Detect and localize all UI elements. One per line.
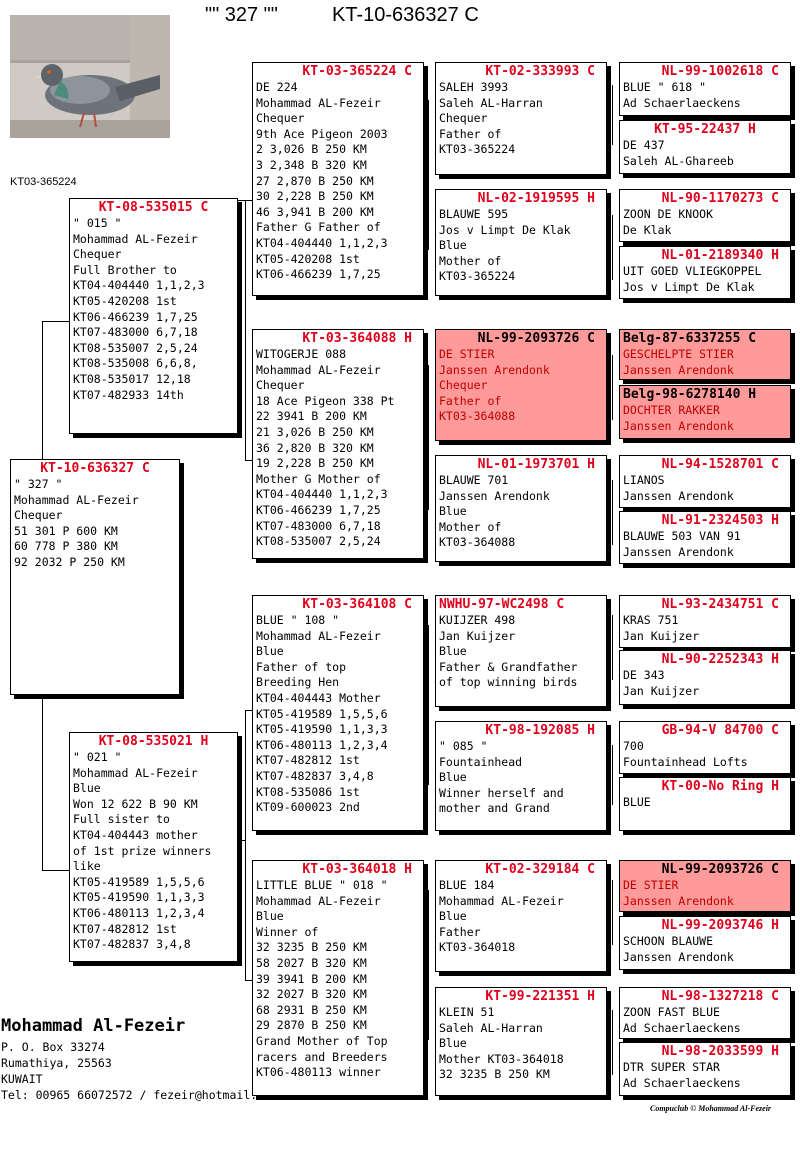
info-line: KT03-365224	[439, 269, 516, 284]
info-line: Chequer	[73, 247, 122, 262]
info-line: BLUE " 618 "	[623, 80, 707, 94]
info-line: 92 2032 P 250 KM	[14, 554, 125, 569]
info-line: Chequer	[256, 111, 305, 126]
ring-number: KT-02-333993 C	[485, 64, 595, 79]
ring-number: NL-98-1327218 C	[661, 989, 779, 1004]
ring-number: Belg-87-6337255 C	[623, 331, 757, 346]
pigeon-ring-title: KT-10-636327 C	[332, 4, 479, 26]
owner-address-line: P. O. Box 33274	[1, 1040, 105, 1054]
info-line: Fountainhead Lofts	[623, 754, 748, 769]
info-line: 19 2,228 B 250 KM	[256, 456, 374, 471]
info-line: Full Brother to	[73, 262, 177, 277]
connector-g34	[612, 215, 613, 280]
info-line: Blue	[439, 1036, 467, 1051]
info-line: Janssen Arendonk	[439, 362, 550, 377]
pedigree-box-sire-sire	[252, 62, 424, 296]
info-line: DE 224	[256, 80, 298, 94]
info-line: KT07-482812 1st	[73, 921, 177, 936]
info-line: DE STIER	[439, 347, 495, 361]
info-line: BLUE " 108 "	[256, 613, 340, 627]
ring-number: NL-98-2033599 H	[661, 1044, 779, 1059]
pedigree-box-g5-5	[619, 329, 791, 380]
ring-number: KT-03-364018 H	[302, 862, 412, 877]
info-line: " 015 "	[73, 216, 122, 230]
info-line: Father G Father of	[256, 220, 381, 235]
info-line: Blue	[256, 644, 284, 659]
pigeon-name-title: "" 327 ""	[205, 4, 278, 26]
info-line: Blue	[439, 770, 467, 785]
info-line: 27 2,870 B 250 KM	[256, 173, 374, 188]
info-line: " 085 "	[439, 739, 488, 753]
info-line: Winner of	[256, 924, 319, 939]
info-line: KT03-364088	[439, 535, 516, 550]
ring-number: KT-03-365224 C	[302, 64, 412, 79]
footer-credit: Compuclub © Mohammad Al-Fezeir	[650, 1104, 772, 1113]
info-line: Janssen Arendonk	[623, 949, 734, 964]
info-line: 60 778 P 380 KM	[14, 539, 118, 554]
ring-number: KT-08-535015 C	[98, 200, 209, 215]
info-line: Full sister to	[73, 812, 170, 827]
info-line: DE 343	[623, 668, 665, 682]
info-line: KT07-482837 3,4,8	[73, 937, 191, 952]
ring-number: Belg-98-6278140 H	[623, 387, 757, 402]
pedigree-box-ssd	[435, 189, 607, 296]
info-line: Mother KT03-364018	[439, 1051, 564, 1066]
photo-caption: KT03-365224	[10, 176, 77, 188]
info-line: KT04-404440 1,1,2,3	[73, 278, 205, 293]
info-line: KT03-364018	[439, 940, 516, 955]
info-line: Saleh AL-Ghareeb	[623, 153, 734, 168]
info-line: KT07-483000 6,7,18	[256, 518, 381, 533]
info-line: DTR SUPER STAR	[623, 1060, 720, 1074]
info-line: KT06-466239 1,7,25	[256, 502, 381, 517]
info-line: Breeding Hen	[256, 675, 340, 690]
info-line: KT05-420208 1st	[256, 251, 360, 266]
info-line: DOCHTER RAKKER	[623, 403, 720, 417]
info-line: 32 3235 B 250 KM	[256, 940, 367, 955]
info-line: KT07-482812 1st	[256, 753, 360, 768]
info-line: Father	[439, 924, 481, 939]
info-line: De Klak	[623, 222, 672, 237]
pedigree-box-dam-dam	[252, 860, 424, 1096]
connector-dam-mid	[238, 840, 245, 841]
connector-g910	[612, 615, 613, 680]
info-line: KT08-535017 12,18	[73, 371, 191, 386]
info-line: Saleh AL-Harran	[439, 95, 543, 110]
info-line: Mohammad AL-Fezeir	[256, 628, 381, 643]
info-line: Janssen Arendonk	[623, 488, 734, 503]
info-line: Winner herself and	[439, 785, 564, 800]
info-line: Mohammad AL-Fezeir	[73, 765, 198, 780]
owner-country: KUWAIT	[1, 1072, 43, 1086]
pedigree-box-sire	[69, 198, 238, 434]
info-line: Fountainhead	[439, 754, 523, 769]
info-line: Ad Schaerlaeckens	[623, 1075, 741, 1090]
info-line: Mohammad AL-Fezeir	[73, 231, 198, 246]
ring-number: KT-98-192085 H	[485, 723, 595, 738]
ring-number: NL-90-1170273 C	[661, 191, 779, 206]
info-line: mother and Grand	[439, 801, 550, 816]
pedigree-box-dsd	[435, 721, 607, 831]
info-line: Jan Kuijzer	[439, 628, 516, 643]
info-line: Father of	[439, 393, 502, 408]
ring-number: NL-02-1919595 H	[477, 191, 595, 206]
pedigree-box-sds	[435, 329, 607, 441]
pedigree-box-g5-1	[619, 62, 791, 116]
pedigree-box-g5-13	[619, 860, 791, 912]
ring-number: NL-91-2324503 H	[661, 513, 779, 528]
info-line: 21 3,026 B 250 KM	[256, 424, 374, 439]
info-line: Mother G Mother of	[256, 471, 381, 486]
ring-number: GB-94-V 84700 C	[661, 723, 779, 738]
ring-number: KT-03-364108 C	[302, 597, 412, 612]
pedigree-box-dam-sire	[252, 595, 424, 831]
owner-name: Mohammad Al-Fezeir	[1, 1016, 186, 1036]
info-line: 18 Ace Pigeon 338 Pt	[256, 393, 395, 408]
info-line: GESCHELPTE STIER	[623, 347, 734, 361]
info-line: SALEH 3993	[439, 80, 509, 94]
info-line: 58 2027 B 320 KM	[256, 955, 367, 970]
info-line: Blue	[439, 504, 467, 519]
info-line: Chequer	[439, 111, 488, 126]
ring-number: NL-99-2093726 C	[477, 331, 595, 346]
info-line: 700	[623, 739, 644, 753]
owner-address-line: Rumathiya, 25563	[1, 1056, 112, 1070]
connector-sire-bottom	[245, 460, 252, 461]
info-line: 51 301 P 600 KM	[14, 523, 118, 538]
info-line: KT08-535086 1st	[256, 784, 360, 799]
info-line: UIT GOED VLIEGKOPPEL	[623, 264, 762, 278]
info-line: Mother of	[439, 519, 502, 534]
info-line: KT06-466239 1,7,25	[256, 267, 381, 282]
info-line: KT08-535008 6,6,8,	[73, 356, 198, 371]
info-line: Janssen Arendonk	[623, 362, 734, 377]
info-line: Jos v Limpt De Klak	[439, 222, 571, 237]
info-line: KT08-535007 2,5,24	[256, 534, 381, 549]
pedigree-box-dss	[435, 595, 607, 707]
connector-g12	[612, 85, 613, 145]
info-line: KT07-482933 14th	[73, 387, 184, 402]
info-line: 32 3235 B 250 KM	[439, 1067, 550, 1082]
info-line: KT05-419590 1,1,3,3	[73, 890, 205, 905]
info-line: Mohammad AL-Fezeir	[14, 492, 139, 507]
pedigree-box-g5-11	[619, 721, 791, 774]
info-line: Blue	[439, 909, 467, 924]
info-line: BLAUWE 701	[439, 473, 509, 487]
pedigree-box-g5-15	[619, 987, 791, 1039]
ring-number: KT-00-No Ring H	[661, 779, 779, 794]
connector-dd	[428, 890, 429, 1040]
info-line: KT04-404440 1,1,2,3	[256, 487, 388, 502]
pigeon-photo	[10, 15, 170, 138]
info-line: Mohammad AL-Fezeir	[256, 362, 381, 377]
connector-g56	[612, 355, 613, 420]
connector-g1112	[612, 745, 613, 805]
info-line: KT04-404440 1,1,2,3	[256, 235, 388, 250]
info-line: 46 3,941 B 200 KM	[256, 204, 374, 219]
info-line: 36 2,820 B 320 KM	[256, 440, 374, 455]
pedigree-box-g5-14	[619, 916, 791, 970]
info-line: KT05-420208 1st	[73, 293, 177, 308]
info-line: 30 2,228 B 250 KM	[256, 189, 374, 204]
info-line: LIANOS	[623, 473, 665, 487]
info-line: DE STIER	[623, 878, 679, 892]
pedigree-box-sdd	[435, 455, 607, 562]
ring-number: NL-99-2093726 C	[661, 862, 779, 877]
info-line: DE 437	[623, 138, 665, 152]
info-line: Jos v Limpt De Klak	[623, 279, 755, 294]
info-line: KT03-365224	[439, 142, 516, 157]
info-line: KT05-419590 1,1,3,3	[256, 722, 388, 737]
pedigree-box-dam	[69, 732, 238, 962]
info-line: KT06-480113 1,2,3,4	[73, 905, 205, 920]
connector-sire-top	[238, 200, 252, 201]
connector-g78	[612, 480, 613, 545]
connector-subject-dam	[42, 695, 43, 870]
connector-g1314	[612, 880, 613, 945]
pedigree-box-g5-4	[619, 246, 791, 299]
info-line: of 1st prize winners	[73, 843, 212, 858]
info-line: Jan Kuijzer	[623, 683, 700, 698]
info-line: KT05-419589 1,5,5,6	[256, 706, 388, 721]
info-line: Janssen Arendonk	[623, 418, 734, 433]
info-line: Ad Schaerlaeckens	[623, 95, 741, 110]
ring-number: KT-08-535021 H	[98, 734, 209, 749]
info-line: Father of top	[256, 659, 347, 674]
info-line: Janssen Arendonk	[623, 893, 734, 908]
info-line: of top winning birds	[439, 675, 578, 690]
ring-number: NL-93-2434751 C	[661, 597, 779, 612]
info-line: Jan Kuijzer	[623, 628, 700, 643]
info-line: Janssen Arendonk	[623, 544, 734, 559]
info-line: KT06-480113 winner	[256, 1065, 381, 1080]
info-line: KT06-466239 1,7,25	[73, 309, 198, 324]
info-line: Mother of	[439, 253, 502, 268]
info-line: 32 2027 B 320 KM	[256, 987, 367, 1002]
info-line: Chequer	[439, 378, 488, 393]
ring-number: NL-90-2252343 H	[661, 652, 779, 667]
info-line: Grand Mother of Top	[256, 1033, 388, 1048]
info-line: BLUE 184	[439, 878, 495, 892]
ring-number: NWHU-97-WC2498 C	[439, 597, 565, 612]
info-line: 3 2,348 B 320 KM	[256, 157, 367, 172]
connector-g1516	[612, 1010, 613, 1075]
info-line: Mohammad AL-Fezeir	[439, 893, 564, 908]
info-line: KT05-419589 1,5,5,6	[73, 874, 205, 889]
info-line: Father & Grandfather	[439, 659, 578, 674]
ring-number: KT-95-22437 H	[654, 122, 756, 137]
info-line: KRAS 751	[623, 613, 679, 627]
connector-sd	[428, 365, 429, 510]
owner-contact: Tel: 00965 66072572 / fezeir@hotmail.	[1, 1088, 258, 1102]
connector-dam-stub	[42, 870, 69, 871]
connector-sire-stub	[42, 321, 69, 322]
info-line: Blue	[439, 644, 467, 659]
info-line: KT08-535007 2,5,24	[73, 340, 198, 355]
pedigree-box-g5-7	[619, 455, 791, 508]
info-line: 22 3941 B 200 KM	[256, 409, 367, 424]
connector-dam-top	[245, 710, 252, 711]
info-line: ZOON FAST BLUE	[623, 1005, 720, 1019]
info-line: KLEIN 51	[439, 1005, 495, 1019]
info-line: KT09-600023 2nd	[256, 800, 360, 815]
ring-number: KT-03-364088 H	[302, 331, 412, 346]
connector-ds	[428, 625, 429, 785]
info-line: BLAUWE 595	[439, 207, 509, 221]
pedigree-box-sss	[435, 62, 607, 175]
info-line: 9th Ace Pigeon 2003	[256, 126, 388, 141]
pedigree-box-sire-dam	[252, 329, 424, 559]
pedigree-box-g5-10	[619, 650, 791, 705]
info-line: 2 3,026 B 250 KM	[256, 142, 367, 157]
info-line: KT04-404443 mother	[73, 827, 198, 842]
pedigree-box-dds	[435, 860, 607, 972]
pedigree-box-g5-9	[619, 595, 791, 648]
pedigree-box-g5-6	[619, 385, 791, 439]
info-line: LITTLE BLUE " 018 "	[256, 878, 388, 892]
connector-dam-bottom	[245, 980, 252, 981]
info-line: " 021 "	[73, 750, 122, 764]
ring-number: KT-99-221351 H	[485, 989, 595, 1004]
info-line: like	[73, 859, 101, 874]
pedigree-box-g5-8	[619, 511, 791, 564]
ring-number: NL-99-2093746 H	[661, 918, 779, 933]
connector-dam-parents	[245, 710, 246, 980]
pedigree-box-g5-12	[619, 777, 791, 831]
info-line: Blue	[439, 238, 467, 253]
info-line: Blue	[256, 909, 284, 924]
info-line: KT06-480113 1,2,3,4	[256, 737, 388, 752]
info-line: 39 3941 B 200 KM	[256, 971, 367, 986]
info-line: KUIJZER 498	[439, 613, 516, 627]
info-line: BLAUWE 503 VAN 91	[623, 529, 741, 543]
ring-number: NL-01-1973701 H	[477, 457, 595, 472]
pedigree-box-subject	[10, 459, 180, 695]
info-line: ZOON DE KNOOK	[623, 207, 714, 221]
info-line: Blue	[73, 781, 101, 796]
info-line: racers and Breeders	[256, 1049, 388, 1064]
info-line: KT04-404443 Mother	[256, 690, 381, 705]
info-line: KT03-364088	[439, 409, 516, 424]
connector-subject-sire	[42, 321, 43, 459]
pedigree-box-g5-2	[619, 120, 791, 174]
info-line: " 327 "	[14, 477, 63, 491]
connector-ss	[428, 100, 429, 250]
info-line: KT07-483000 6,7,18	[73, 325, 198, 340]
info-line: Won 12 622 B 90 KM	[73, 796, 198, 811]
info-line: Chequer	[14, 508, 63, 523]
ring-number: NL-99-1002618 C	[661, 64, 779, 79]
info-line: SCHOON BLAUWE	[623, 934, 714, 948]
ring-number: NL-01-2189340 H	[661, 248, 779, 263]
pedigree-box-g5-16	[619, 1042, 791, 1096]
info-line: Mohammad AL-Fezeir	[256, 893, 381, 908]
info-line: Father of	[439, 126, 502, 141]
info-line: Ad Schaerlaeckens	[623, 1020, 741, 1035]
info-line: Chequer	[256, 378, 305, 393]
pedigree-box-g5-3	[619, 189, 791, 242]
info-line: WITOGERJE 088	[256, 347, 347, 361]
info-line: Janssen Arendonk	[439, 488, 550, 503]
ring-number: NL-94-1528701 C	[661, 457, 779, 472]
info-line: 29 2870 B 250 KM	[256, 1018, 367, 1033]
info-line: Mohammad AL-Fezeir	[256, 95, 381, 110]
connector-sire-parents	[245, 200, 246, 460]
ring-number: KT-10-636327 C	[40, 461, 150, 476]
ring-number: KT-02-329184 C	[485, 862, 595, 877]
info-line: BLUE	[623, 795, 651, 809]
info-line: KT07-482837 3,4,8	[256, 768, 374, 783]
info-line: 68 2931 B 250 KM	[256, 1002, 367, 1017]
info-line: Saleh AL-Harran	[439, 1020, 543, 1035]
pedigree-box-ddd	[435, 987, 607, 1096]
